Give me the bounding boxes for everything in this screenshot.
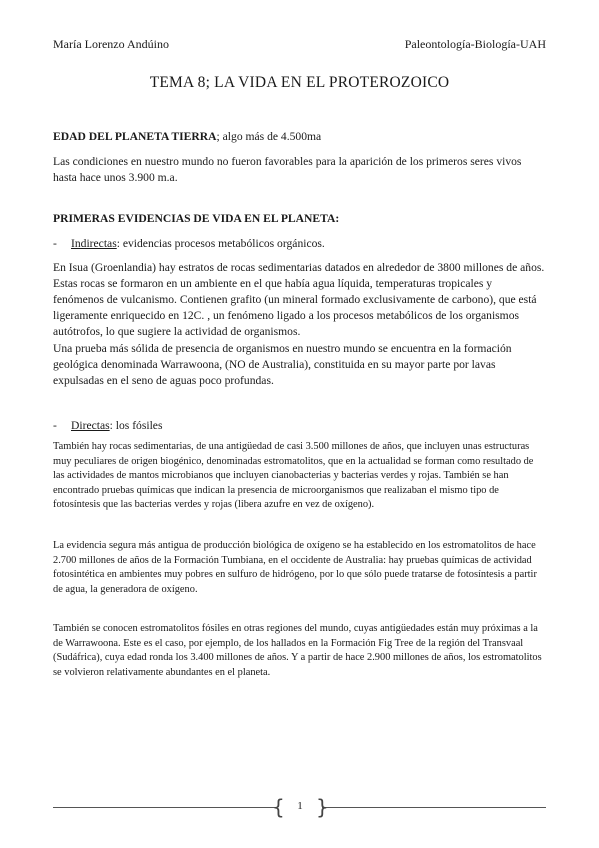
age-line: [53, 129, 545, 145]
page-title: TEMA 8; LA VIDA EN EL PROTEROZOICO: [149, 74, 450, 91]
direct-paragraph-3: También se conocen estromatolitos fósiles en otras regiones del mundo, cuyas antigüedades están muy próximas a la de Warrawoona. Este es el caso, por ejemplo, de los hallados en la Formación Fig Tree de la región del Transvaal (Sudáfrica), cuya edad ronda los 3.400 millones de años. Y a partir de hace 2.900 millones de años, los estromatolitos se volvieron relativamente abundantes en el planeta.: [53, 623, 542, 678]
indirect-text: : evidencias procesos metabólicos orgánicos.: [116, 237, 325, 250]
age-value: ; algo más de 4.500ma: [216, 130, 322, 143]
direct-bullet: [53, 418, 545, 434]
footer-rule-left: [53, 807, 276, 808]
bullet-dash: -: [53, 237, 57, 250]
indirect-bullet: [53, 236, 545, 252]
direct-paragraph-2: La evidencia segura más antigua de producción biológica de oxígeno se ha establecido en los estromatolitos de hace 2.700 millones de años de la Formación Tumbiana, en el occidente de Australia: hay pruebas químicas de actividad fotosintética en ambientes muy pobres en sulfuro de hidrógeno, por lo que sólo puede tratarse de fotosíntesis a partir de agua, la generadora de oxígeno.: [53, 540, 537, 595]
age-heading: EDAD DEL PLANETA TIERRA: [53, 130, 217, 143]
footer-brace-right-icon: }: [316, 795, 329, 819]
indirect-paragraph-2: Una prueba más sólida de presencia de organismos en nuestro mundo se encuentra en la formación geológica denominada Warrawoona, (NO de Australia), constituida en su mayor parte por lavas expulsadas en el seno de aguas poco profundas.: [53, 342, 512, 387]
direct-paragraph-1: También hay rocas sedimentarias, de una antigüedad de casi 3.500 millones de años, que incluyen unas estructuras muy peculiares de origen biogénico, denominadas estromatolitos, que en la actualidad se forman como resultado de las actividades de mantos microbianos que incluyen cianobacterias y bacterias verdes y rojas. También se han encontrado pruebas químicas que indican la presencia de microorganismos que realizaban el mismo tipo de fotosíntesis que las bacterias verdes y rojas (libera azufre en vez de oxígeno).: [53, 441, 534, 511]
page-number: 1: [297, 800, 303, 812]
intro-paragraph: Las condiciones en nuestro mundo no fueron favorables para la aparición de los primeros seres vivos hasta hace unos 3.900 m.a.: [53, 155, 522, 184]
header-author: María Lorenzo Andúino: [53, 37, 169, 51]
direct-text: : los fósiles: [109, 419, 163, 432]
evidence-heading: PRIMERAS EVIDENCIAS DE VIDA EN EL PLANETA:: [53, 212, 340, 225]
bullet-dash: -: [53, 419, 57, 432]
footer-brace-left-icon: {: [272, 795, 285, 819]
footer-rule-right: [322, 807, 546, 808]
indirect-label: Indirectas: [71, 237, 117, 250]
header-course: Paleontología-Biología-UAH: [404, 37, 546, 51]
direct-label: Directas: [71, 419, 110, 432]
indirect-paragraph-1: En Isua (Groenlandia) hay estratos de rocas sedimentarias datados en alrededor de 3800 millones de años. Estas rocas se formaron en un ambiente en el que había agua líquida, temperaturas tropicales y fenómenos de vulcanismo. Contienen grafito (un mineral formado exclusivamente de carbono), que está ligeramente enriquecido en 12C. , un fenómeno ligado a los procesos metabólicos de los organismos autótrofos, lo que sugiere la actividad de organismos.: [53, 261, 545, 338]
